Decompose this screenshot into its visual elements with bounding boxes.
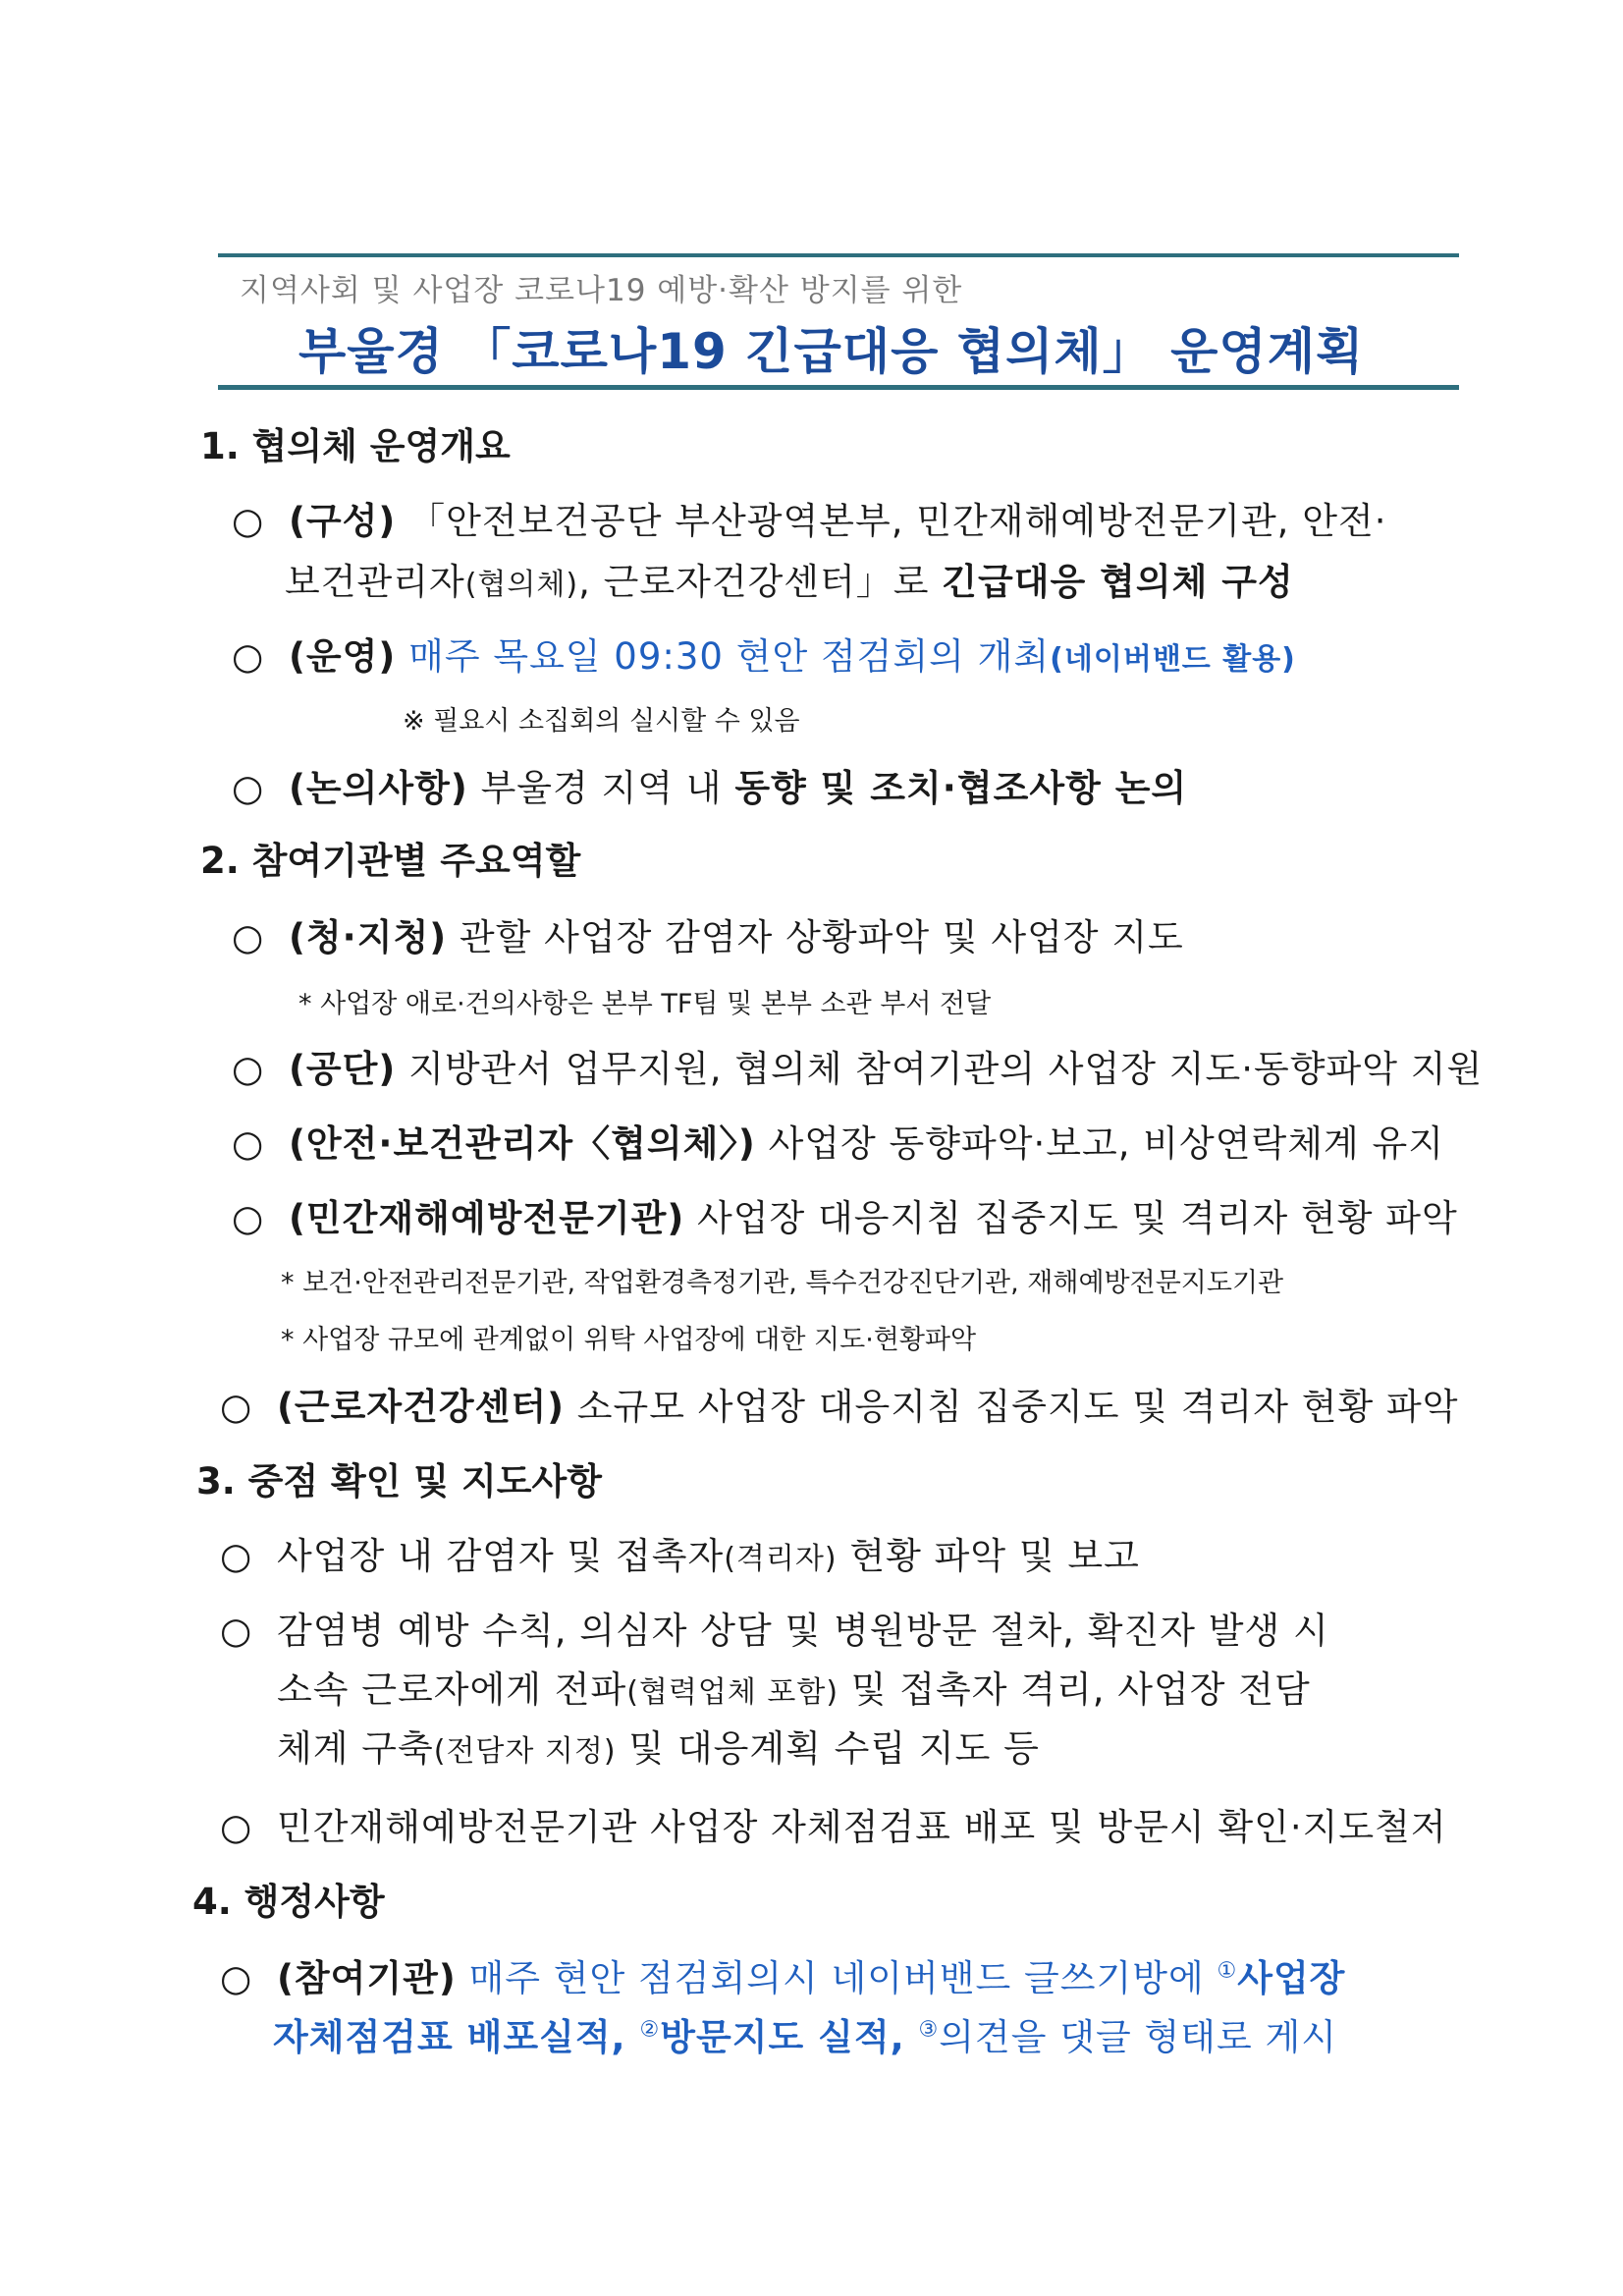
section-3-heading: 3. 중점 확인 및 지도사항 (196, 1460, 603, 1503)
item-text: 감염병 예방 수칙, 의심자 상담 및 병원방문 절차, 확진자 발생 시 (277, 1610, 1329, 1652)
item-text-blue-bold: 방문지도 실적, (660, 2016, 919, 2058)
title-block (218, 253, 1459, 390)
item-label: (청·지청) (289, 916, 448, 958)
section-2-item-private-agencies (232, 1188, 1458, 1241)
section-2-item-health-center (220, 1377, 1458, 1430)
section-3-item-2 (220, 1601, 1329, 1654)
bullet-icon: ○ (232, 916, 265, 958)
item-text-blue-small: (네이버밴드 활용) (1050, 642, 1296, 677)
item-text: 사업장 대응지침 집중지도 및 격리자 현황 파악 (697, 1197, 1458, 1239)
item-text: , 근로자건강센터」로 (578, 561, 943, 603)
bullet-icon: ○ (232, 500, 265, 542)
section-1-heading: 1. 협의체 운영개요 (200, 425, 511, 467)
bullet-icon: ○ (232, 635, 265, 678)
item-text-small: (전담자 지정) (433, 1734, 617, 1769)
item-text-blue: 의견을 댓글 형태로 게시 (939, 2016, 1337, 2058)
section-2-note-2: * 사업장 규모에 관계없이 위탁 사업장에 대한 지도·현황파악 (281, 1325, 977, 1355)
item-text: 사업장 내 감염자 및 접촉자 (277, 1535, 725, 1577)
item-text-bold: 긴급대응 협의체 구성 (942, 561, 1294, 603)
item-text: 소규모 사업장 대응지침 집중지도 및 격리자 현황 파악 (576, 1386, 1459, 1428)
section-1-item-operation (232, 627, 1296, 680)
item-label: (참여기관) (277, 1957, 457, 1999)
bullet-icon: ○ (220, 1610, 253, 1652)
section-2-item-safety-managers (232, 1114, 1444, 1167)
item-text: 사업장 동향파악·보고, 비상연락체계 유지 (768, 1122, 1444, 1165)
section-1-item-discussion (232, 758, 1187, 811)
item-text: 체계 구축 (277, 1727, 434, 1770)
item-text-small: (협의체) (464, 568, 579, 602)
item-text: 및 대응계획 수립 지도 등 (616, 1727, 1040, 1770)
bullet-icon: ○ (220, 1386, 253, 1428)
document-title: 부울경 「코로나19 긴급대응 협의체」 운영계획 (298, 323, 1365, 380)
section-2-heading: 2. 참여기관별 주요역할 (200, 840, 581, 882)
item-label: (구성) (289, 500, 397, 542)
section-2-note: * 사업장 애로·건의사항은 본부 TF팀 및 본부 소관 부서 전달 (298, 989, 992, 1019)
circled-number-3: ③ (918, 2017, 940, 2043)
item-text-small: (격리자) (724, 1542, 838, 1576)
item-text: 보건관리자 (285, 561, 465, 603)
section-4-heading: 4. 행정사항 (192, 1881, 385, 1923)
item-label: (근로자건강센터) (277, 1386, 566, 1428)
item-text: 현황 파악 및 보고 (837, 1535, 1140, 1577)
bullet-icon: ○ (232, 1122, 265, 1165)
item-text: 소속 근로자에게 전파 (277, 1668, 627, 1711)
section-3-item-1 (220, 1526, 1140, 1579)
bullet-icon: ○ (220, 1806, 253, 1848)
item-text-small: (협력업체 포함) (626, 1675, 839, 1710)
section-1-note: ※ 필요시 소집회의 실시할 수 있음 (403, 706, 800, 737)
bullet-icon: ○ (232, 1048, 265, 1090)
bullet-icon: ○ (232, 767, 265, 809)
section-3-item-2-cont-1 (277, 1660, 1311, 1713)
item-text: 및 접촉자 격리, 사업장 전담 (839, 1668, 1311, 1711)
item-text-blue: 매주 현안 점검회의시 네이버밴드 글쓰기방에 (468, 1957, 1217, 1999)
item-text: 관할 사업장 감염자 상황파악 및 사업장 지도 (459, 916, 1184, 958)
item-label: (운영) (289, 635, 397, 678)
section-1-item-composition-cont (285, 552, 1294, 605)
item-text: 「안전보건공단 부산광역본부, 민간재해예방전문기관, 안전· (408, 500, 1387, 542)
item-label: (안전·보건관리자〈협의체〉) (289, 1122, 756, 1165)
item-label: (민간재해예방전문기관) (289, 1197, 685, 1239)
bullet-icon: ○ (232, 1197, 265, 1239)
section-4-item-participants (220, 1948, 1345, 2001)
section-2-item-agency (232, 1039, 1483, 1092)
section-3-item-3 (220, 1797, 1447, 1850)
section-1-item-composition (232, 491, 1386, 544)
item-text-blue-bold: 자체점검표 배포실적, (273, 2016, 640, 2058)
item-text: 민간재해예방전문기관 사업장 자체점검표 배포 및 방문시 확인·지도철저 (277, 1806, 1447, 1848)
item-text-blue: 매주 목요일 09:30 현안 점검회의 개최 (408, 635, 1051, 678)
item-text-blue-bold: 사업장 (1237, 1957, 1346, 1999)
item-label: (공단) (289, 1048, 397, 1090)
section-2-note-1: * 보건·안전관리전문기관, 작업환경측정기관, 특수건강진단기관, 재해예방전문지도기관 (281, 1268, 1284, 1298)
item-text-bold: 동향 및 조치·협조사항 논의 (734, 767, 1188, 809)
item-text: 지방관서 업무지원, 협의체 참여기관의 사업장 지도·동향파악 지원 (408, 1048, 1484, 1090)
item-text: 부울경 지역 내 (480, 767, 735, 809)
section-2-item-office (232, 907, 1184, 960)
bullet-icon: ○ (220, 1535, 253, 1577)
bullet-icon: ○ (220, 1957, 253, 1999)
item-label: (논의사항) (289, 767, 468, 809)
section-4-item-participants-cont (273, 2007, 1337, 2060)
circled-number-2: ② (639, 2017, 661, 2043)
circled-number-1: ① (1217, 1958, 1238, 1984)
section-3-item-2-cont-2 (277, 1719, 1040, 1772)
document-subtitle: 지역사회 및 사업장 코로나19 예방·확산 방지를 위한 (240, 273, 963, 308)
